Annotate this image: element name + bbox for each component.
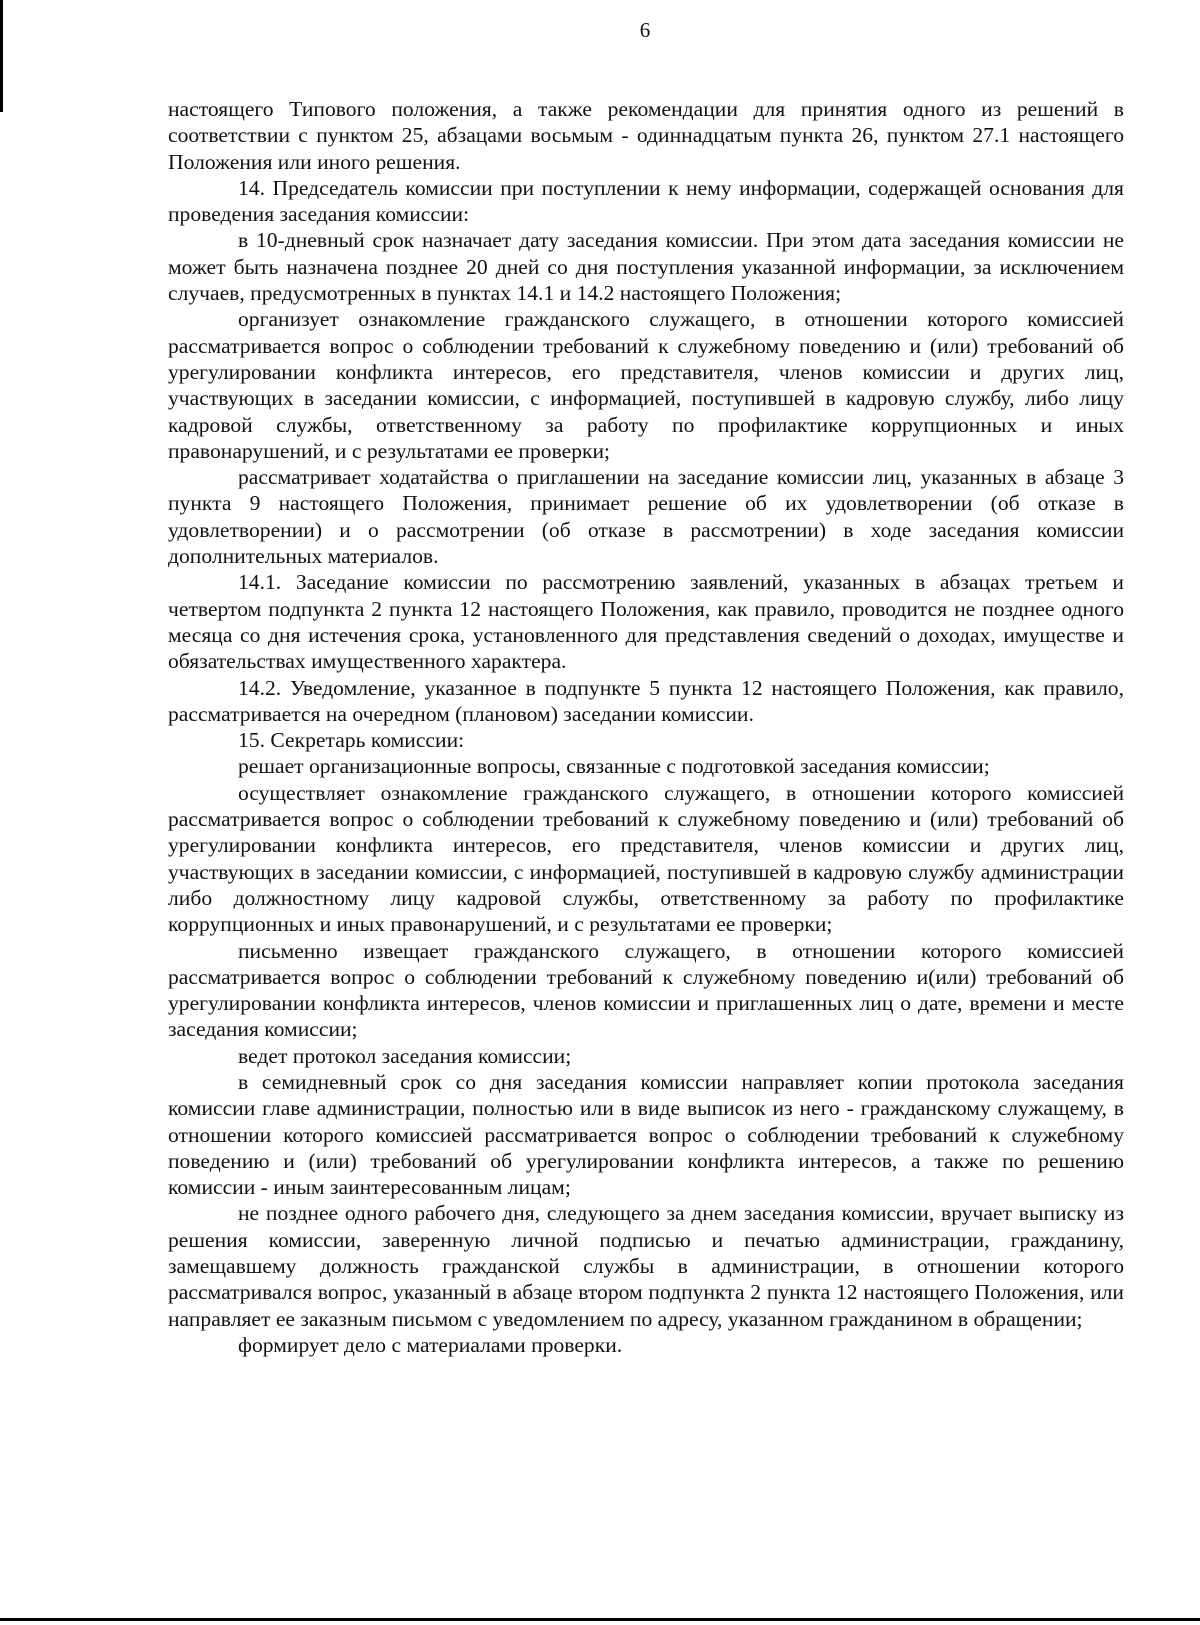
paragraph-14-familiarize: организует ознакомление гражданского служащего, в отношении которого комиссией рассматривается вопрос о соблюдении требований к служебному поведению и (или) требований об урегулировании конфликта интересов, его представителя, членов комиссии и других лиц, участвующих в заседании комиссии, с информацией, поступившей в кадровую службу, либо лицу кадровой службы, ответственному за работу по профилактике коррупционных и иных правонарушений, и с результатами ее проверки; <box>168 307 1124 463</box>
paragraph-15-familiarize: осуществляет ознакомление гражданского служащего, в отношении которого комиссией рассматривается вопрос о соблюдении требований к служебному поведению и (или) требований об урегулировании конфликта интересов, его представителя, членов комиссии и других лиц, участвующих в заседании комиссии, с информацией, поступившей в кадровую службу администрации либо должностному лицу кадровой службы, ответственному за работу по профилактике коррупционных и иных правонарушений, и с результатами ее проверки; <box>168 780 1124 937</box>
paragraph-14-petitions: рассматривает ходатайства о приглашении на заседание комиссии лиц, указанных в абзаце 3 пункта 9 настоящего Положения, принимает решение об их удовлетворении (об отказе в удовлетворении) и о рассмотрении (об отказе в рассмотрении) в ходе заседания комиссии дополнительных материалов. <box>168 465 1124 569</box>
scan-edge-bottom <box>0 1618 1200 1621</box>
paragraph-15-protocol: ведет протокол заседания комиссии; <box>238 1043 572 1068</box>
document-body <box>168 96 1124 1358</box>
page-number: 6 <box>639 18 651 42</box>
paragraph-14-1: 14.1. Заседание комиссии по рассмотрению заявлений, указанных в абзацах третьем и четвертом подпункта 2 пункта 12 настоящего Положения, как правило, проводится не позднее одного месяца со дня истечения срока, установленного для представления сведений о доходах, имуществе и обязательствах имущественного характера. <box>168 570 1124 674</box>
paragraph-14: 14. Председатель комиссии при поступлении к нему информации, содержащей основания для проведения заседания комиссии: <box>168 175 1124 227</box>
paragraph-15: 15. Секретарь комиссии: <box>238 728 465 753</box>
paragraph-14-date: в 10-дневный срок назначает дату заседания комиссии. При этом дата заседания комиссии не может быть назначена позднее 20 дней со дня поступления указанной информации, за исключением случаев, предусмотренных в пунктах 14.1 и 14.2 настоящего Положения; <box>168 228 1124 306</box>
paragraph-15-organizational: решает организационные вопросы, связанные с подготовкой заседания комиссии; <box>238 754 990 779</box>
paragraph-15-case-file: формирует дело с материалами проверки. <box>238 1332 623 1357</box>
paragraph-15-copies: в семидневный срок со дня заседания комиссии направляет копии протокола заседания комиссии главе администрации, полностью или в виде выписок из него - гражданскому служащему, в отношении которого комиссией рассматривается вопрос о соблюдении требований к служебному поведению и (или) требований об урегулировании конфликта интересов, а также по решению комиссии - иным заинтересованным лицам; <box>168 1069 1124 1200</box>
paragraph-14-2: 14.2. Уведомление, указанное в подпункте 5 пункта 12 настоящего Положения, как правило, рассматривается на очередном (плановом) заседании комиссии. <box>168 675 1124 726</box>
scan-edge-left <box>0 0 3 112</box>
paragraph-continuation: настоящего Типового положения, а также рекомендации для принятия одного из решений в соответствии с пунктом 25, абзацами восьмым - одиннадцатым пункта 26, пунктом 27.1 настоящего Положения или иного решения. <box>168 97 1124 174</box>
paragraph-15-notify: письменно извещает гражданского служащего, в отношении которого комиссией рассматривается вопрос о соблюдении требований к служебному поведению и(или) требований об урегулировании конфликта интересов, членов комиссии и приглашенных лиц о дате, времени и месте заседания комиссии; <box>168 938 1124 1042</box>
paragraph-15-extract: не позднее одного рабочего дня, следующего за днем заседания комиссии, вручает выписку из решения комиссии, заверенную личной подписью и печатью администрации, гражданину, замещавшему должность гражданской службы в администрации, в отношении которого рассматривался вопрос, указанный в абзаце втором подпункта 2 пункта 12 настоящего Положения, или направляет ее заказным письмом с уведомлением по адресу, указанном гражданином в обращении; <box>168 1201 1124 1331</box>
